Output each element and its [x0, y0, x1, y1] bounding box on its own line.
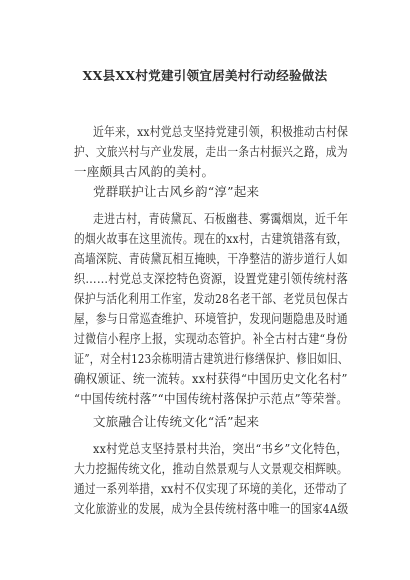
paragraph-1-line-2: 护、文旅兴村与产业发展，走出一条古村振兴之路，成为 [74, 144, 348, 159]
paragraph-2-line-10: “中国传统村落”“中国传统村落保护示范点”等荣誉。 [74, 391, 349, 406]
paragraph-3-line-1: xx村党总支坚持景村共治，突出“书乡”文化特色， [93, 441, 348, 456]
paragraph-2-line-9: 确权颁证、统一流转。xx村获得“中国历史文化名村” [74, 371, 348, 386]
paragraph-2-line-7: 过微信小程序上报，实现动态管护。补全古村古建“身份 [74, 331, 348, 346]
paragraph-2-line-3: 高墙深院、青砖黛瓦相互掩映，干净整洁的游步道行人如 [74, 251, 348, 266]
paragraph-3-line-3: 通过一系列举措，xx村不仅实现了环境的美化，还带动了 [74, 481, 348, 496]
paragraph-3-line-4: 文化旅游业的发展，成为全县传统村落中唯一的国家4A级 [74, 501, 349, 516]
section-heading-1: 党群联护让古风乡韵“淳”起来 [93, 184, 260, 199]
paragraph-2-line-4: 织……村党总支深挖特色资源，设置党建引领传统村落 [74, 271, 349, 286]
paragraph-2-line-5: 保护与活化利用工作室，发动28名老干部、老党员包保古 [74, 291, 349, 306]
paragraph-1-line-1: 近年来，xx村党总支坚持党建引领，积极推动古村保 [93, 124, 349, 139]
paragraph-2-line-2: 的烟火故事在这里流传。现在的xx村，古建筑错落有致， [74, 231, 348, 246]
paragraph-2-line-1: 走进古村，青砖黛瓦、石板幽巷、雾霭烟岚，近千年 [93, 211, 349, 226]
paragraph-3-line-2: 大力挖掘传统文化，推动自然景观与人文景观交相辉映。 [74, 461, 348, 476]
paragraph-2-line-6: 屋，参与日常巡查维护、环境管护，发现问题隐患及时通 [74, 311, 348, 326]
paragraph-1-line-3: 一座颇具古风韵的美村。 [74, 164, 215, 179]
document-title: XX县XX村党建引领宜居美村行动经验做法 [82, 68, 328, 83]
paragraph-2-line-8: 证”，对全村123余栋明清古建筑进行修缮保护、修旧如旧、 [74, 351, 349, 366]
section-heading-2: 文旅融合让传统文化“活”起来 [93, 414, 260, 429]
